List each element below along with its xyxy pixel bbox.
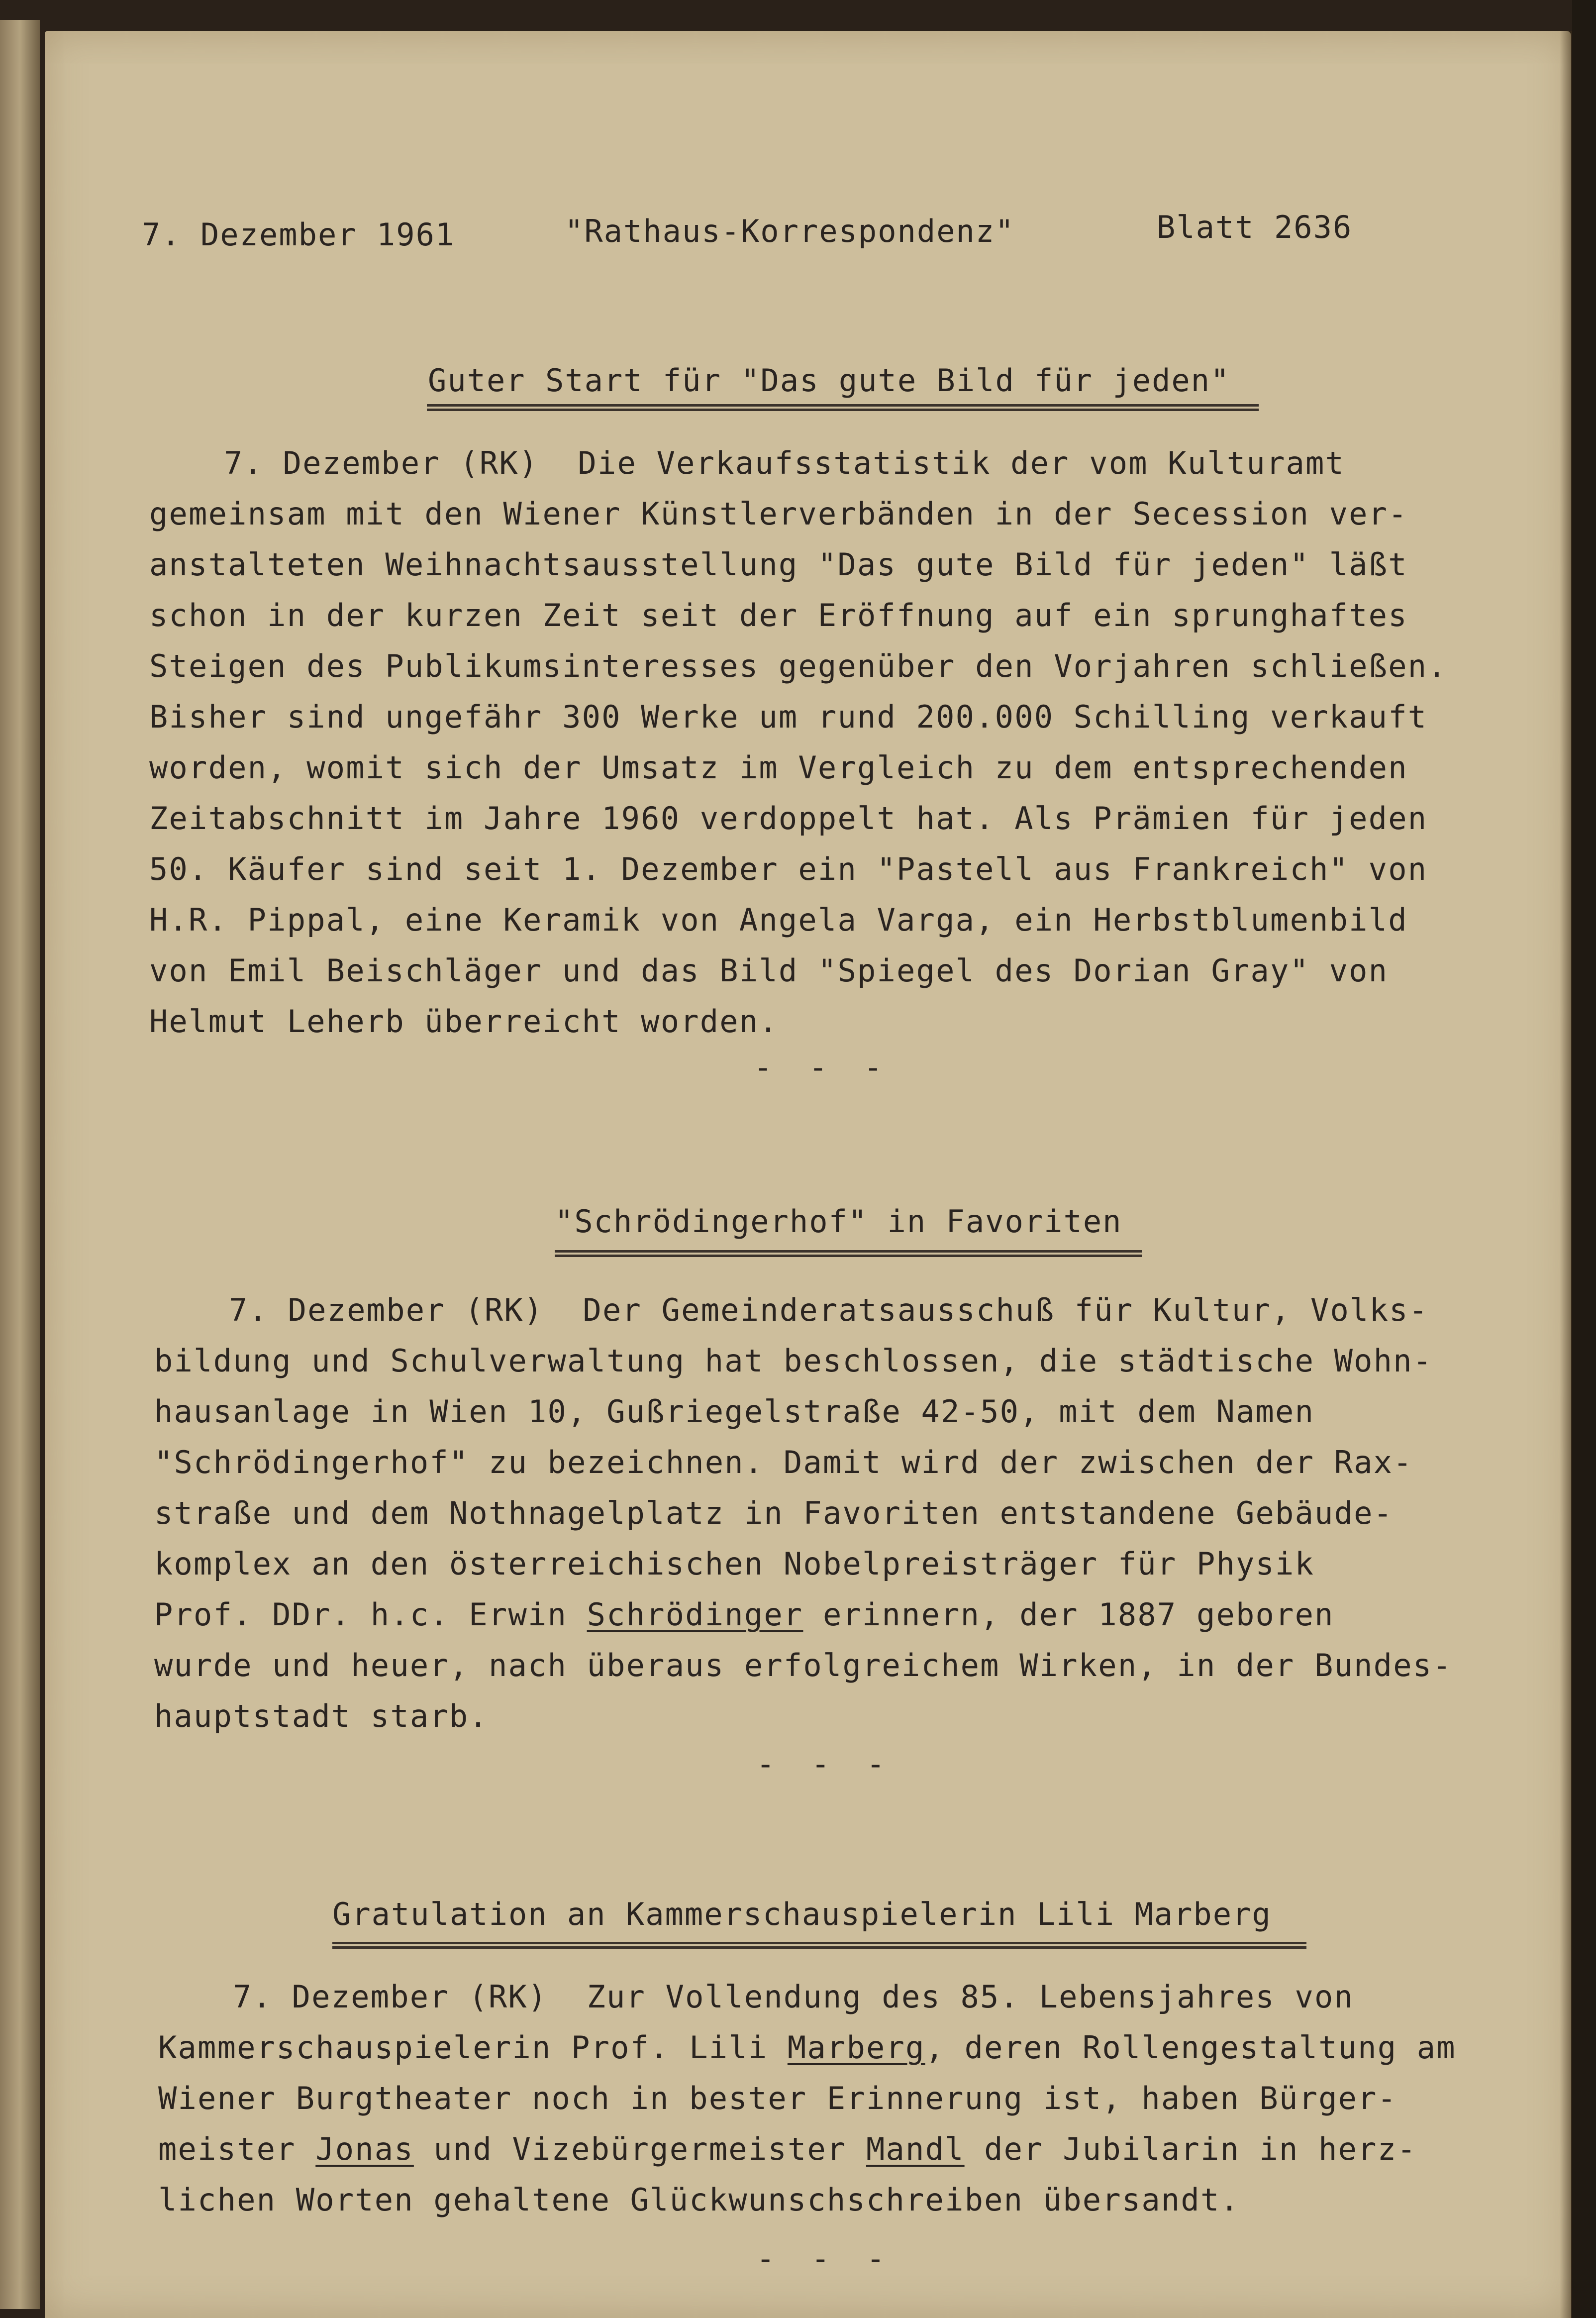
text-line: anstalteten Weihnachtsausstellung "Das gute Bild für jeden" läßt — [149, 546, 1408, 583]
text-line: wurde und heuer, nach überaus erfolgreichem Wirken, in der Bundes- — [154, 1647, 1452, 1684]
text-line: Zeitabschnitt im Jahre 1960 verdoppelt hat. Als Prämien für jeden — [149, 800, 1428, 837]
article-body — [149, 438, 1447, 1047]
article-title: Gratulation an Kammerschauspielerin Lili Marberg — [332, 1896, 1272, 1932]
text-segment: und Vizebürgermeister — [413, 2131, 866, 2167]
text-line: 7. Dezember (RK) Der Gemeinderatsausschuß für Kultur, Volks- — [229, 1292, 1429, 1328]
text-segment: Kammerschauspielerin Prof. Lili — [158, 2029, 788, 2066]
article-body — [158, 1972, 1456, 2225]
binding-edge — [0, 20, 40, 2309]
text-segment: der Jubilarin in herz- — [964, 2131, 1417, 2167]
text-line — [158, 2022, 1456, 2073]
section-separator: - - - — [756, 1746, 894, 1782]
header-publication: "Rathaus-Korrespondenz" — [565, 213, 1015, 249]
text-line: 7. Dezember (RK) Die Verkaufsstatistik der vom Kulturamt — [224, 445, 1345, 481]
text-segment: erinnern, der 1887 geboren — [803, 1596, 1334, 1633]
article-title: "Schrödingerhof" in Favoriten — [555, 1203, 1122, 1240]
text-line: hauptstadt starb. — [154, 1698, 489, 1734]
header-sheet-number: Blatt 2636 — [1157, 209, 1353, 245]
text-line: worden, womit sich der Umsatz im Vergleich zu dem entsprechenden — [149, 749, 1408, 786]
text-line: "Schrödingerhof" zu bezeichnen. Damit wird der zwischen der Rax- — [154, 1444, 1413, 1480]
text-line: bildung und Schulverwaltung hat beschlossen, die städtische Wohn- — [154, 1343, 1433, 1379]
text-line: straße und dem Nothnagelplatz in Favoriten entstandene Gebäude- — [154, 1495, 1394, 1531]
text-line: von Emil Beischläger und das Bild "Spiegel des Dorian Gray" von — [149, 952, 1389, 989]
text-segment: meister — [158, 2131, 316, 2167]
text-line: Steigen des Publikumsinteresses gegenüber den Vorjahren schließen. — [149, 648, 1447, 684]
underlined-name: Marberg — [787, 2029, 925, 2066]
dark-margin — [1572, 0, 1596, 2318]
text-segment: Prof. DDr. h.c. Erwin — [154, 1596, 587, 1633]
section-separator: - - - — [756, 2240, 894, 2277]
text-line: H.R. Pippal, eine Keramik von Angela Varga, ein Herbstblumenbild — [149, 902, 1408, 938]
underlined-name: Schrödinger — [587, 1596, 803, 1633]
text-line: schon in der kurzen Zeit seit der Eröffnung auf ein sprunghaftes — [149, 597, 1408, 633]
article-title: Guter Start für "Das gute Bild für jeden" — [428, 362, 1230, 399]
text-line — [158, 2124, 1456, 2175]
text-line: Bisher sind ungefähr 300 Werke um rund 200.000 Schilling verkauft — [149, 699, 1428, 735]
section-separator: - - - — [754, 1049, 892, 1085]
text-segment: , deren Rollengestaltung am — [925, 2029, 1456, 2066]
underlined-name: Jonas — [315, 2131, 414, 2167]
title-double-underline — [427, 404, 1259, 411]
header-date: 7. Dezember 1961 — [142, 216, 455, 253]
text-line: 50. Käufer sind seit 1. Dezember ein "Pastell aus Frankreich" von — [149, 851, 1428, 887]
text-line — [154, 1589, 1452, 1640]
text-line: Wiener Burgtheater noch in bester Erinnerung ist, haben Bürger- — [158, 2080, 1397, 2116]
underlined-name: Mandl — [866, 2131, 965, 2167]
text-line: 7. Dezember (RK) Zur Vollendung des 85. Lebensjahres von — [233, 1979, 1354, 2015]
text-line: Helmut Leherb überreicht worden. — [149, 1003, 779, 1040]
title-double-underline — [332, 1942, 1306, 1949]
text-line: hausanlage in Wien 10, Gußriegelstraße 42-50, mit dem Namen — [154, 1393, 1315, 1430]
article-body — [154, 1285, 1452, 1742]
text-line: gemeinsam mit den Wiener Künstlerverbänden in der Secession ver- — [149, 496, 1408, 532]
text-line: lichen Worten gehaltene Glückwunschschreiben übersandt. — [158, 2182, 1240, 2218]
text-line: komplex an den österreichischen Nobelpreisträger für Physik — [154, 1546, 1315, 1582]
page-edge-shadow — [1560, 31, 1572, 2318]
title-double-underline — [555, 1250, 1142, 1257]
